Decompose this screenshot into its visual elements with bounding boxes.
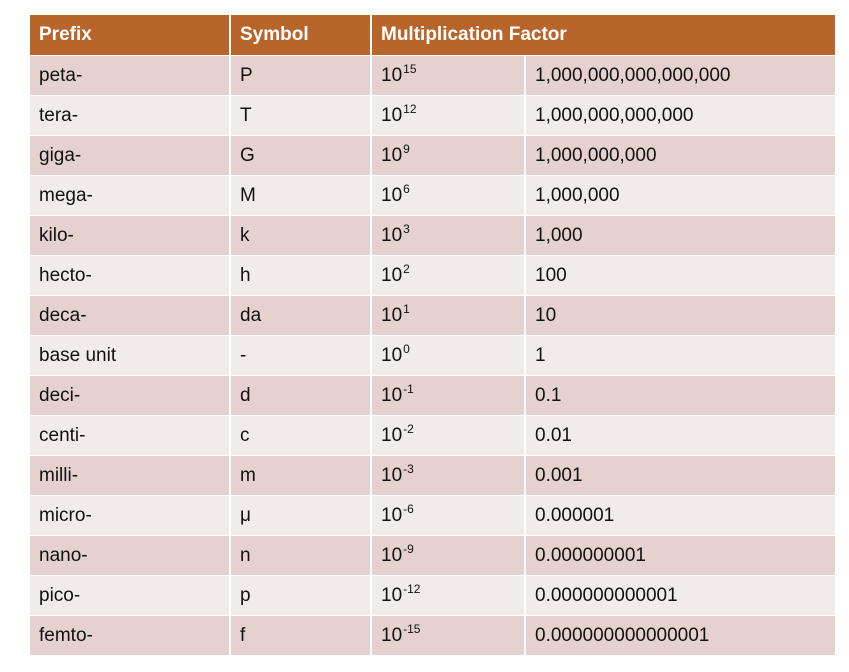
prefix-cell: femto-	[30, 616, 231, 655]
power-exponent: 2	[403, 261, 410, 276]
symbol-cell: k	[231, 216, 372, 255]
power-exponent: 0	[403, 341, 410, 356]
table-row	[30, 375, 835, 415]
prefix-cell: deci-	[30, 376, 231, 415]
symbol-cell: da	[231, 296, 372, 335]
power-exponent: -15	[403, 621, 421, 636]
power-exponent: 6	[403, 181, 410, 196]
prefix-cell: kilo-	[30, 216, 231, 255]
power-exponent: -6	[403, 501, 414, 516]
power-of-ten-cell	[372, 176, 526, 215]
table-row	[30, 495, 835, 535]
prefix-cell: peta-	[30, 56, 231, 95]
power-base: 10	[381, 304, 403, 326]
table-body	[30, 55, 835, 655]
symbol-cell: P	[231, 56, 372, 95]
symbol-cell: n	[231, 536, 372, 575]
power-of-ten-cell	[372, 536, 526, 575]
prefix-cell: micro-	[30, 496, 231, 535]
decimal-value-cell: 1	[535, 344, 546, 366]
power-exponent: -2	[403, 421, 414, 436]
table-row	[30, 295, 835, 335]
power-of-ten-cell	[372, 136, 526, 175]
table-row	[30, 55, 835, 95]
prefix-cell: deca-	[30, 296, 231, 335]
table-row	[30, 615, 835, 655]
header-prefix: Prefix	[30, 15, 231, 55]
table-row	[30, 255, 835, 295]
power-base: 10	[381, 384, 403, 406]
power-of-ten-cell	[372, 296, 526, 335]
power-base: 10	[381, 144, 403, 166]
symbol-cell: f	[231, 616, 372, 655]
symbol-cell: p	[231, 576, 372, 615]
prefix-cell: mega-	[30, 176, 231, 215]
power-of-ten-cell	[372, 456, 526, 495]
table-row	[30, 95, 835, 135]
decimal-value-cell: 0.000000001	[535, 544, 646, 566]
header-multiplication-factor: Multiplication Factor	[381, 24, 567, 45]
decimal-value-cell: 1,000,000,000	[535, 144, 657, 166]
power-exponent: -12	[403, 581, 421, 596]
power-base: 10	[381, 184, 403, 206]
prefix-cell: centi-	[30, 416, 231, 455]
table-row	[30, 135, 835, 175]
power-of-ten-cell	[372, 616, 526, 655]
symbol-cell: μ	[231, 496, 372, 535]
symbol-cell: T	[231, 96, 372, 135]
power-base: 10	[381, 264, 403, 286]
power-base: 10	[381, 544, 403, 566]
decimal-value-cell: 1,000,000,000,000,000	[535, 64, 731, 86]
decimal-value-cell: 0.000001	[535, 504, 615, 526]
power-of-ten-cell	[372, 216, 526, 255]
symbol-cell: m	[231, 456, 372, 495]
decimal-value-cell: 0.1	[535, 384, 562, 406]
table-header	[30, 15, 835, 55]
power-base: 10	[381, 224, 403, 246]
power-of-ten-cell	[372, 256, 526, 295]
power-of-ten-cell	[372, 336, 526, 375]
symbol-cell: G	[231, 136, 372, 175]
prefix-cell: giga-	[30, 136, 231, 175]
table-row	[30, 535, 835, 575]
power-of-ten-cell	[372, 576, 526, 615]
power-exponent: 1	[403, 301, 410, 316]
symbol-cell: M	[231, 176, 372, 215]
decimal-value-cell: 0.001	[535, 464, 583, 486]
power-of-ten-cell	[372, 376, 526, 415]
table-row	[30, 215, 835, 255]
power-base: 10	[381, 104, 403, 126]
power-base: 10	[381, 424, 403, 446]
decimal-value-cell: 0.000000000000001	[535, 624, 710, 646]
power-exponent: 15	[403, 61, 417, 76]
decimal-value-cell: 100	[535, 264, 567, 286]
power-exponent: -3	[403, 461, 414, 476]
decimal-value-cell: 1,000	[535, 224, 583, 246]
symbol-cell: d	[231, 376, 372, 415]
power-exponent: 3	[403, 221, 410, 236]
power-of-ten-cell	[372, 56, 526, 95]
power-exponent: 9	[403, 141, 410, 156]
si-prefix-table	[30, 15, 835, 655]
prefix-cell: tera-	[30, 96, 231, 135]
symbol-cell: c	[231, 416, 372, 455]
power-exponent: 12	[403, 101, 417, 116]
table-row	[30, 335, 835, 375]
power-base: 10	[381, 624, 403, 646]
decimal-value-cell: 0.000000000001	[535, 584, 678, 606]
power-of-ten-cell	[372, 96, 526, 135]
power-base: 10	[381, 584, 403, 606]
symbol-cell: -	[231, 336, 372, 375]
prefix-cell: nano-	[30, 536, 231, 575]
power-base: 10	[381, 64, 403, 86]
prefix-cell: milli-	[30, 456, 231, 495]
symbol-cell: h	[231, 256, 372, 295]
table-row	[30, 575, 835, 615]
power-base: 10	[381, 344, 403, 366]
table-row	[30, 415, 835, 455]
prefix-cell: hecto-	[30, 256, 231, 295]
table-row	[30, 175, 835, 215]
prefix-cell: pico-	[30, 576, 231, 615]
header-symbol: Symbol	[231, 15, 372, 55]
power-base: 10	[381, 504, 403, 526]
power-of-ten-cell	[372, 416, 526, 455]
decimal-value-cell: 10	[535, 304, 557, 326]
prefix-cell: base unit	[30, 336, 231, 375]
power-exponent: -1	[403, 381, 414, 396]
decimal-value-cell: 0.01	[535, 424, 572, 446]
decimal-value-cell: 1,000,000	[535, 184, 620, 206]
decimal-value-cell: 1,000,000,000,000	[535, 104, 694, 126]
table-row	[30, 455, 835, 495]
power-of-ten-cell	[372, 496, 526, 535]
power-base: 10	[381, 464, 403, 486]
power-exponent: -9	[403, 541, 414, 556]
